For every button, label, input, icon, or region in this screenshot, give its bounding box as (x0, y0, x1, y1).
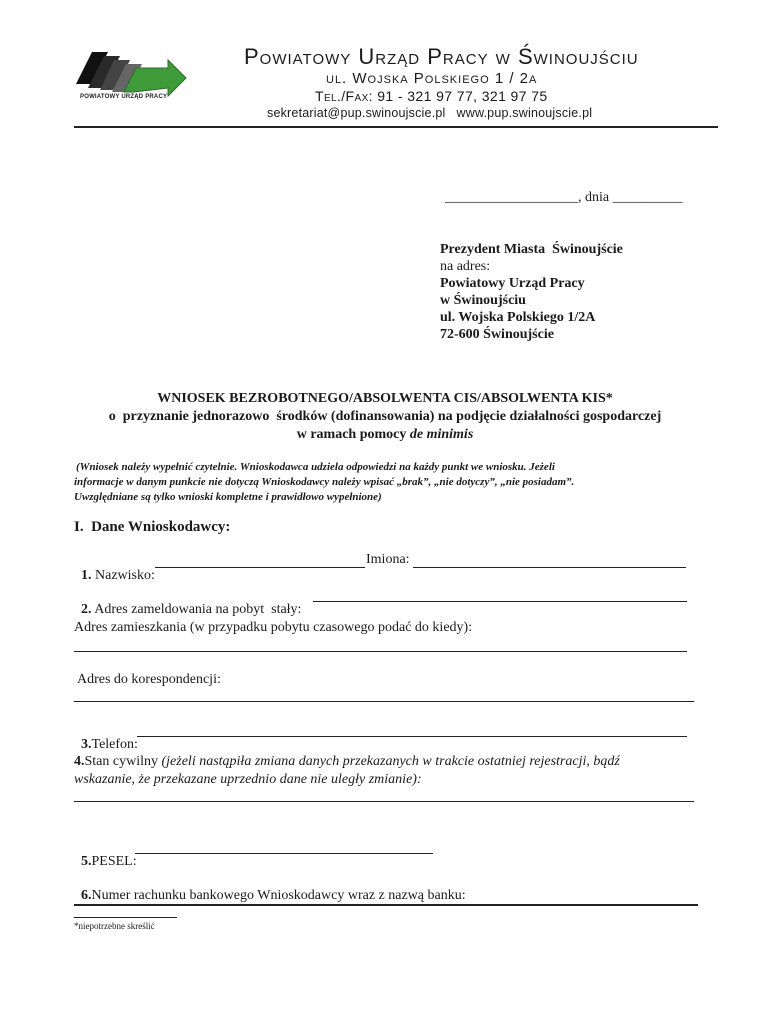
field-row-telefon (74, 721, 138, 753)
office-contact: sekretariat@pup.swinoujscie.pl www.pup.swinoujscie.pl (267, 106, 593, 120)
logo-caption: POWIATOWY URZĄD PRACY (80, 94, 168, 100)
place-blank[interactable]: ___________________ (445, 190, 578, 205)
field-row-pesel (74, 838, 140, 870)
form-instruction (74, 460, 694, 505)
rachunek-label: Numer rachunku bankowego Wnioskodawcy wraz z nazwą banku: (91, 888, 466, 903)
recipient-line-3: Powiatowy Urząd Pracy (440, 276, 585, 291)
footnote-divider (74, 917, 177, 918)
rachunek-input-line[interactable] (74, 904, 698, 906)
instruction-line-1: (Wniosek należy wypełnić czytelnie. Wnioskodawca udziela odpowiedzi na każdy punkt we wniosku. Jeżeli (76, 461, 555, 473)
adres-number: 2. (81, 602, 92, 617)
instruction-line-2: informacje w danym punkcie nie dotyczą Wnioskodawcy należy wpisać „brak”, „nie dotyczy”, „nie posiadam”. (74, 476, 575, 488)
footnote-text: *niepotrzebne skreślić (74, 921, 155, 931)
title-line-2: o przyznanie jednorazowo środków (dofinansowania) na podjęcie działalności gospodarczej (108, 409, 662, 424)
recipient-line-1: Prezydent Miasta Świnoujście (440, 242, 623, 257)
dnia-label: , dnia (578, 190, 610, 205)
field-row-stan (74, 753, 696, 789)
office-name: Powiatowy Urząd Pracy w Świnoujściu (244, 44, 639, 69)
recipient-block (440, 241, 623, 343)
stan-hint-1: (jeżeli nastąpiła zmiana danych przekazanych w trakcie ostatniej rejestracji, bądź (161, 754, 620, 769)
imiona-input-line[interactable] (413, 567, 686, 568)
office-logo (74, 44, 192, 106)
office-phone: Tel./Fax: 91 - 321 97 77, 321 97 75 (315, 88, 548, 104)
field-row-adres (74, 586, 301, 618)
form-title (74, 390, 696, 444)
stan-hint-2: wskazanie, że przekazane uprzednio dane nie uległy zmianie): (74, 772, 422, 787)
field-row-nazwisko (74, 552, 155, 584)
telefon-number: 3. (81, 737, 92, 752)
header-divider (74, 126, 718, 128)
nazwisko-input-line[interactable] (155, 567, 365, 568)
telefon-label: Telefon: (91, 737, 138, 752)
stan-label: Stan cywilny (84, 754, 162, 769)
imiona-label: Imiona: (366, 552, 410, 567)
nazwisko-label: Nazwisko: (91, 568, 155, 583)
korespondencji-input-line[interactable] (74, 701, 694, 702)
adres-input-line[interactable] (313, 601, 687, 602)
recipient-line-5: ul. Wojska Polskiego 1/2A (440, 310, 596, 325)
title-line-3-prefix: w ramach pomocy (296, 427, 410, 442)
title-line-3 (74, 426, 696, 444)
date-line (438, 174, 683, 206)
stan-number: 4. (74, 754, 85, 769)
title-line-1: WNIOSEK BEZROBOTNEGO/ABSOLWENTA CIS/ABSOLWENTA KIS* (157, 391, 613, 406)
office-address: ul. Wojska Polskiego 1 / 2a (326, 70, 538, 87)
title-line-3-italic: de minimis (409, 427, 474, 442)
recipient-line-6: 72-600 Świnoujście (440, 327, 554, 342)
pesel-number: 5. (81, 854, 92, 869)
pesel-label: PESEL: (91, 854, 141, 869)
recipient-line-2: na adres: (440, 259, 491, 274)
pesel-input-line[interactable] (135, 853, 433, 854)
nazwisko-number: 1. (81, 568, 92, 583)
telefon-input-line[interactable] (137, 736, 687, 737)
stan-input-line[interactable] (74, 801, 694, 802)
zamieszkania-label: Adres zamieszkania (w przypadku pobytu czasowego podać do kiedy): (74, 620, 473, 635)
recipient-line-4: w Świnoujściu (440, 293, 526, 308)
adres-label: Adres zameldowania na pobyt stały: (91, 602, 302, 617)
field-row-rachunek (74, 872, 466, 904)
zamieszkania-input-line[interactable] (74, 651, 687, 652)
instruction-line-3: Uwzględniane są tylko wnioski kompletne i prawidłowo wypełnione) (74, 491, 382, 503)
date-blank[interactable]: __________ (612, 190, 683, 205)
rachunek-number: 6. (81, 888, 92, 903)
korespondencji-label: Adres do korespondencji: (77, 672, 221, 687)
section-heading: I. Dane Wnioskodawcy: (74, 519, 231, 535)
